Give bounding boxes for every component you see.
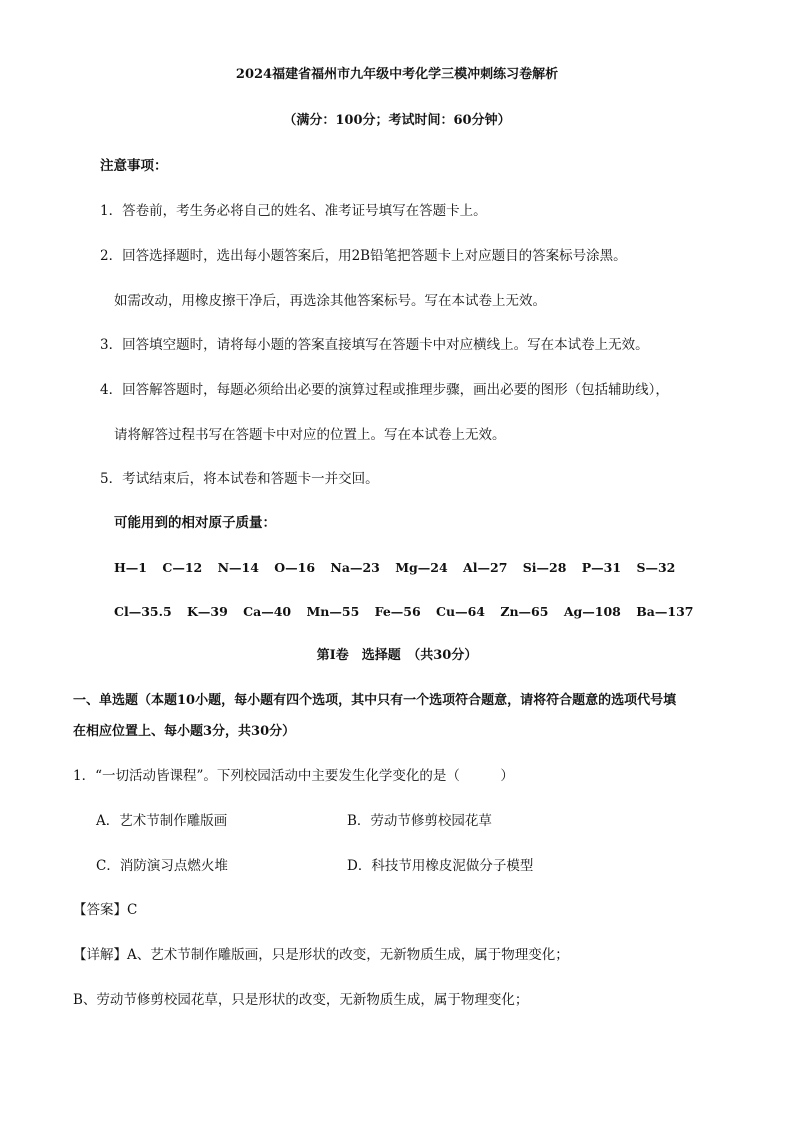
atomic-mass-item: P—31 (581, 560, 622, 575)
atomic-mass-item: N—14 (217, 560, 259, 575)
atomic-mass-item: H—1 (114, 560, 148, 575)
notice-heading: 注意事项： (100, 158, 168, 174)
notice-item-4-continued: 请将解答过程书写在答题卡中对应的位置上。写在本试卷上无效。 (114, 427, 506, 443)
notice-item-4: 4．回答解答题时，每题必须给出必要的演算过程或推理步骤，画出必要的图形（包括辅助线）， (100, 382, 669, 398)
atomic-mass-item: Fe—56 (374, 604, 421, 619)
atomic-mass-row-1 (114, 559, 686, 577)
question-1-option-a: A．艺术节制作雕版画 (96, 813, 228, 829)
atomic-mass-item: Ca—40 (243, 604, 292, 619)
atomic-mass-item: Ba—137 (636, 604, 694, 619)
notice-item-3: 3．回答填空题时，请将每小题的答案直接填写在答题卡中对应横线上。写在本试卷上无效。 (100, 337, 649, 353)
document-title: 2024福建省福州市九年级中考化学三模冲刺练习卷解析 (235, 67, 559, 82)
atomic-mass-item: Mg—24 (395, 560, 448, 575)
atomic-mass-row-2 (114, 603, 704, 621)
notice-item-5: 5．考试结束后，将本试卷和答题卡一并交回。 (100, 471, 379, 487)
atomic-mass-item: Na—23 (330, 560, 380, 575)
notice-item-2-continued: 如需改动，用橡皮擦干净后，再选涂其他答案标号。写在本试卷上无效。 (114, 293, 546, 309)
atomic-mass-item: Ag—108 (563, 604, 621, 619)
atomic-mass-item: O—16 (274, 560, 316, 575)
question-1-option-b: B．劳动节修剪校园花草 (347, 813, 492, 829)
atomic-mass-item: Mn—55 (306, 604, 360, 619)
notice-item-2: 2．回答选择题时，选出每小题答案后，用2B铅笔把答题卡上对应题目的答案标号涂黑。 (100, 248, 627, 264)
part-heading-line-1: 一、单选题（本题10小题，每小题有四个选项，其中只有一个选项符合题意，请将符合题意的选项代号填 (73, 693, 677, 708)
atomic-mass-item: S—32 (636, 560, 676, 575)
atomic-mass-heading: 可能用到的相对原子质量： (114, 515, 276, 531)
atomic-mass-item: C—12 (162, 560, 203, 575)
atomic-mass-item: Zn—65 (500, 604, 549, 619)
question-1-answer: 【答案】C (73, 902, 138, 918)
atomic-mass-item: K—39 (187, 604, 228, 619)
part-heading-line-2: 在相应位置上、每小题3分，共30分） (73, 724, 296, 739)
document-subtitle: （满分：100分；考试时间：60分钟） (283, 113, 511, 128)
question-1-option-d: D．科技节用橡皮泥做分子模型 (347, 858, 534, 874)
atomic-mass-item: Si—28 (522, 560, 567, 575)
question-1-option-c: C．消防演习点燃火堆 (96, 858, 228, 874)
question-1-explanation-line-1: 【详解】A、艺术节制作雕版画，只是形状的改变，无新物质生成，属于物理变化； (73, 947, 569, 963)
notice-item-1: 1．答卷前，考生务必将自己的姓名、准考证号填写在答题卡上。 (100, 203, 487, 219)
question-1-stem: 1．“一切活动皆课程”。下列校园活动中主要发生化学变化的是（ ） (73, 768, 514, 784)
atomic-mass-item: Cu—64 (436, 604, 485, 619)
question-1-explanation-line-2: B、劳动节修剪校园花草，只是形状的改变，无新物质生成，属于物理变化； (73, 992, 529, 1008)
section-title: 第Ⅰ卷 选择题 （共30分） (316, 648, 478, 663)
atomic-mass-item: Al—27 (463, 560, 508, 575)
atomic-mass-item: Cl—35.5 (114, 604, 172, 619)
